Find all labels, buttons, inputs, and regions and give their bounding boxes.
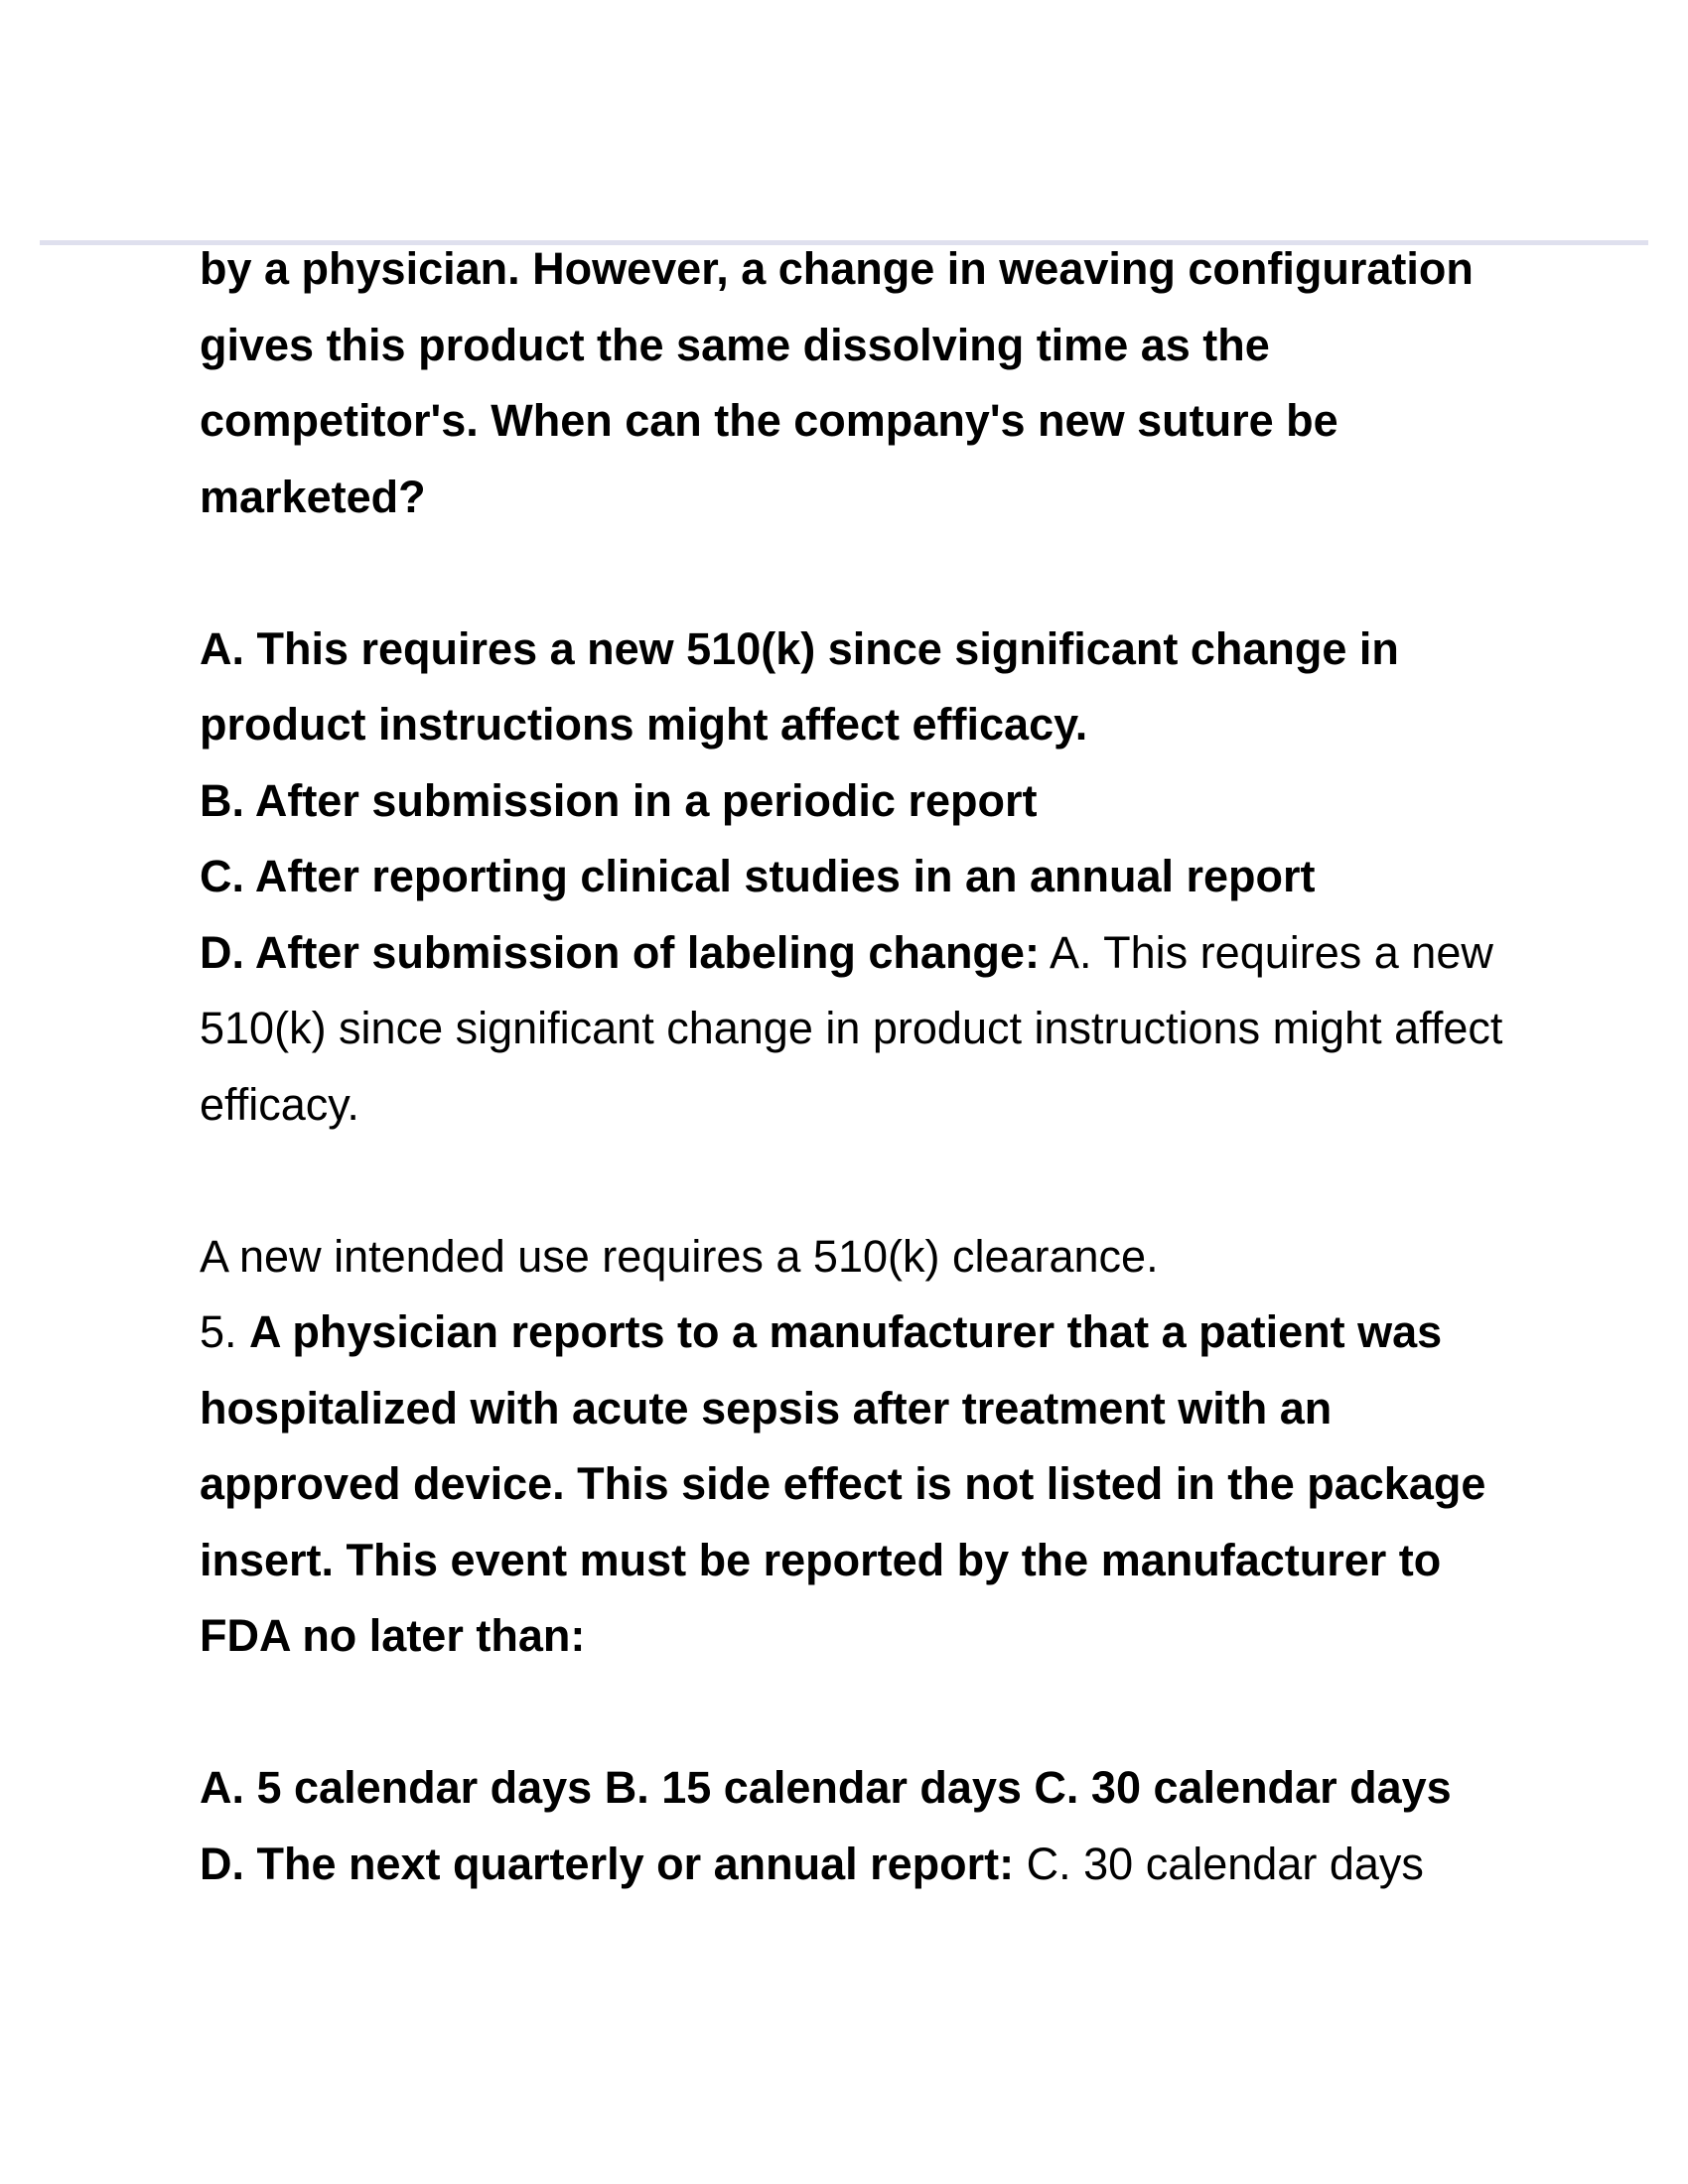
q5-answer: C. 30 calendar days: [1014, 1838, 1424, 1889]
q4-answer-part-2: 510(k) since significant change in product instructions might affect: [200, 1003, 1503, 1053]
q5-number: 5.: [200, 1306, 250, 1357]
q5-stem-line-4: insert. This event must be reported by the manufacturer to: [200, 1534, 1442, 1585]
q5-stem-line-3: approved device. This side effect is not listed in the package: [200, 1458, 1486, 1509]
q4-stem-line-2: gives this product the same dissolving time as the: [200, 319, 1270, 370]
q5-options-line: A. 5 calendar days B. 15 calendar days C. 30 calendar days: [200, 1762, 1452, 1813]
spacer: [200, 535, 1510, 612]
q4-answer-part-1: A. This requires a new: [1039, 926, 1493, 978]
q4-option-d-line: [200, 915, 1510, 992]
q5-stem-line-1: [200, 1295, 1510, 1371]
document-body: [200, 231, 1510, 1902]
q4-option-b: B. After submission in a periodic report: [200, 774, 1038, 826]
q5-stem-line-2: hospitalized with acute sepsis after treatment with an: [200, 1382, 1333, 1433]
q4-option-a-line-2: product instructions might affect efficacy.: [200, 699, 1088, 750]
q4-option-c: C. After reporting clinical studies in an annual report: [200, 851, 1316, 901]
q5-option-d: D. The next quarterly or annual report:: [200, 1838, 1015, 1889]
q4-option-d: D. After submission of labeling change:: [200, 926, 1040, 978]
q4-answer-part-3: efficacy.: [200, 1078, 359, 1130]
q5-option-d-line: [200, 1827, 1510, 1903]
q4-stem-line-3: competitor's. When can the company's new suture be: [200, 395, 1338, 446]
q4-explanation: A new intended use requires a 510(k) clearance.: [200, 1230, 1159, 1282]
q4-stem-line-1: by a physician. However, a change in weaving configuration: [200, 243, 1474, 294]
spacer: [200, 1143, 1510, 1219]
q4-stem-line-4: marketed?: [200, 471, 426, 522]
q5-stem-first: A physician reports to a manufacturer that a patient was: [249, 1306, 1443, 1357]
spacer: [200, 1675, 1510, 1751]
q5-stem-line-5: FDA no later than:: [200, 1610, 586, 1661]
q4-option-a-line-1: A. This requires a new 510(k) since significant change in: [200, 622, 1399, 674]
